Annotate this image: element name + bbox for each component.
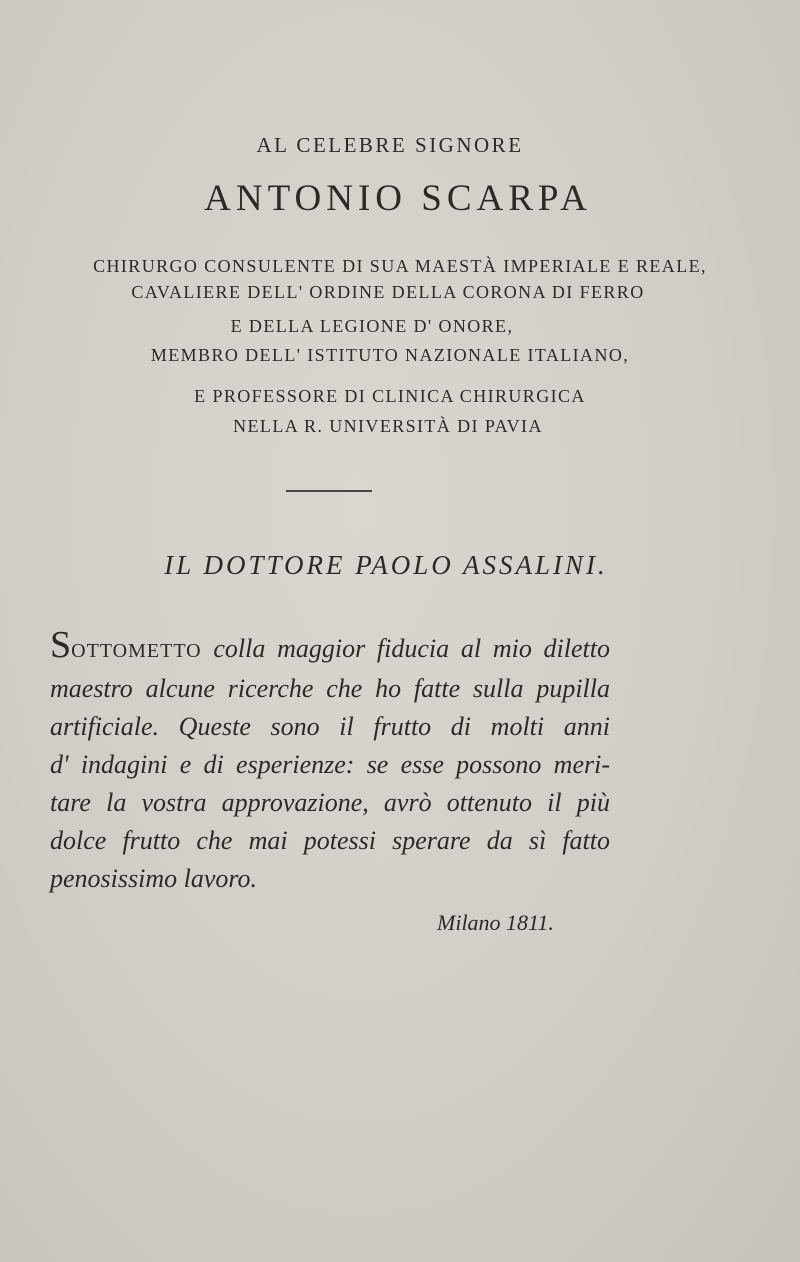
opening-smallcaps: OTTOMETTO	[71, 640, 202, 662]
dedicatee-name: ANTONIO SCARPA	[204, 178, 592, 219]
paragraph-line-4: d' indagini e di esperienze: se esse possono meri-	[50, 750, 610, 779]
title-line-1: CHIRURGO CONSULENTE DI SUA MAESTÀ IMPERIALE E REALE,	[93, 256, 707, 276]
paragraph-line-1: SOTTOMETTO colla maggior fiducia al mio diletto	[50, 624, 610, 666]
title-line-2: CAVALIERE DELL' ORDINE DELLA CORONA DI FERRO	[131, 282, 645, 302]
title-line-4: MEMBRO DELL' ISTITUTO NAZIONALE ITALIANO,	[150, 345, 630, 365]
drop-cap: S	[50, 624, 72, 666]
paragraph-line-2: maestro alcune ricerche che ho fatte sulla pupilla	[50, 674, 610, 703]
title-line-6: NELLA R. UNIVERSITÀ DI PAVIA	[233, 416, 543, 436]
paragraph-line-6: dolce frutto che mai potessi sperare da sì fatto	[50, 826, 610, 855]
paragraph-line-7: penosissimo lavoro.	[50, 864, 258, 893]
divider-rule	[286, 490, 372, 492]
paragraph-line-3: artificiale. Queste sono il frutto di molti anni	[50, 712, 610, 741]
title-line-3: E DELLA LEGIONE D' ONORE,	[230, 316, 514, 336]
author-line: IL DOTTORE PAOLO ASSALINI.	[164, 550, 608, 580]
paragraph-line-5: tare la vostra approvazione, avrò ottenuto il più	[50, 788, 610, 817]
dedication-paragraph	[50, 624, 610, 898]
dedicatory-line: AL CELEBRE SIGNORE	[256, 133, 524, 157]
place-date-signature: Milano 1811.	[437, 910, 554, 935]
title-line-5: E PROFESSORE DI CLINICA CHIRURGICA	[194, 386, 586, 406]
